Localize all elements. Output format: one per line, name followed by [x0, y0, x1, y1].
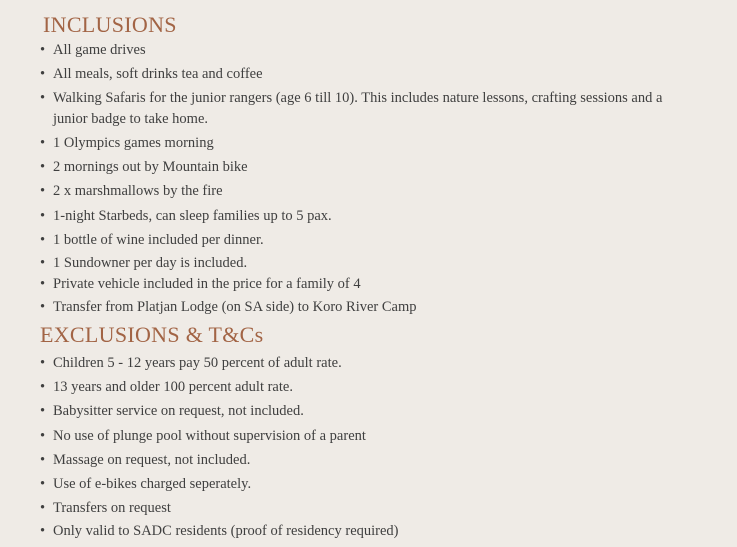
bullet-icon: • — [40, 428, 46, 444]
list-item-text: All meals, soft drinks tea and coffee — [53, 66, 263, 82]
list-item-text: Use of e-bikes charged seperately. — [53, 476, 252, 492]
bullet-icon: • — [40, 90, 46, 106]
bullet-icon: • — [40, 452, 46, 468]
list-item-text: Transfers on request — [53, 500, 171, 516]
list-item-text: 1 Sundowner per day is included. — [53, 255, 248, 271]
list-item-text: Only valid to SADC residents (proof of residency required) — [53, 523, 399, 539]
list-item-text: 2 mornings out by Mountain bike — [53, 159, 248, 175]
list-item-text: All game drives — [53, 42, 146, 58]
list-item-text: Walking Safaris for the junior rangers (age 6 till 10). This includes nature lessons, crafting sessions and a junior badge to take home. — [53, 90, 663, 127]
bullet-icon: • — [40, 135, 46, 151]
list-item-text: 1 bottle of wine included per dinner. — [53, 232, 264, 248]
list-item-text: Children 5 - 12 years pay 50 percent of adult rate. — [53, 355, 342, 371]
bullet-icon: • — [40, 379, 46, 395]
list-item-text: 1 Olympics games morning — [53, 135, 214, 151]
inclusions-heading: INCLUSIONS — [43, 12, 177, 37]
bullet-icon: • — [40, 500, 46, 516]
list-item-text: 2 x marshmallows by the fire — [53, 183, 223, 199]
bullet-icon: • — [40, 232, 46, 248]
bullet-icon: • — [40, 403, 46, 419]
list-item-text: Transfer from Platjan Lodge (on SA side) to Koro River Camp — [53, 299, 417, 315]
exclusions-heading: EXCLUSIONS & T&Cs — [40, 322, 264, 347]
list-item-text: Massage on request, not included. — [53, 452, 251, 468]
bullet-icon: • — [40, 208, 46, 224]
bullet-icon: • — [40, 276, 46, 292]
list-item-text: Private vehicle included in the price for a family of 4 — [53, 276, 361, 292]
bullet-icon: • — [40, 255, 46, 271]
bullet-icon: • — [40, 183, 46, 199]
bullet-icon: • — [40, 476, 46, 492]
bullet-icon: • — [40, 42, 46, 58]
bullet-icon: • — [40, 66, 46, 82]
bullet-icon: • — [40, 299, 46, 315]
list-item-text: 1-night Starbeds, can sleep families up to 5 pax. — [53, 208, 332, 224]
bullet-icon: • — [40, 523, 46, 539]
list-item-text: 13 years and older 100 percent adult rate. — [53, 379, 293, 395]
list-item-text: Babysitter service on request, not included. — [53, 403, 304, 419]
list-item-text: No use of plunge pool without supervision of a parent — [53, 428, 366, 444]
bullet-icon: • — [40, 159, 46, 175]
bullet-icon: • — [40, 355, 46, 371]
